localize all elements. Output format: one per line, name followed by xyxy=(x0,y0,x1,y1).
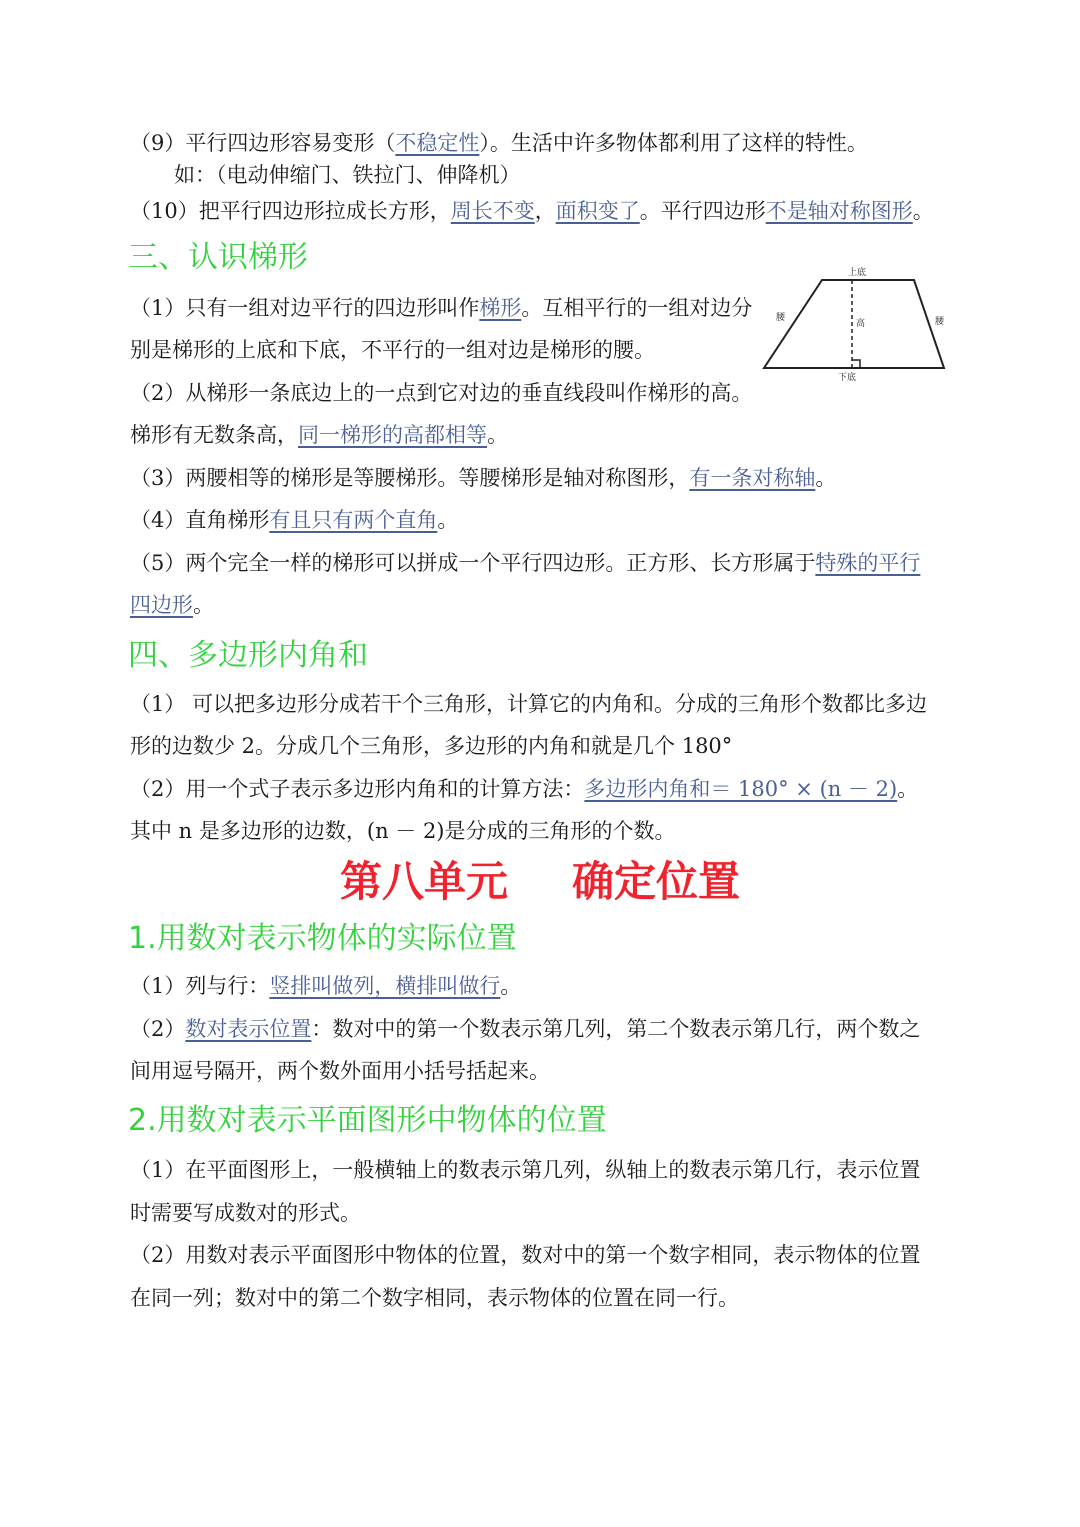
text: 。 xyxy=(815,466,837,490)
answer-underline: 周长不变 xyxy=(450,199,535,223)
text: （5）两个完全一样的梯形可以拼成一个平行四边形。正方形、长方形属于 xyxy=(130,551,816,575)
text: （3）两腰相等的梯形是等腰梯形。等腰梯形是轴对称图形， xyxy=(130,466,690,490)
text: ， xyxy=(534,199,556,223)
section-heading-number-pair-plane: 2.用数对表示平面图形中物体的位置 xyxy=(128,1103,607,1138)
answer-underline: 同一梯形的高都相等 xyxy=(298,423,487,447)
answer-underline: 四边形 xyxy=(130,593,193,617)
text: 。互相平行的一组对边分 xyxy=(521,296,753,320)
plane-point-1-cont: 时需要写成数对的形式。 xyxy=(130,1201,361,1225)
section-heading-number-pair-actual: 1.用数对表示物体的实际位置 xyxy=(128,921,517,956)
formula-underline: 多边形内角和＝ 180° × (n － 2) xyxy=(584,777,898,801)
answer-underline: 面积变了 xyxy=(555,199,640,223)
answer-underline: 不是轴对称图形 xyxy=(765,199,913,223)
label-leg-left: 腰 xyxy=(776,313,786,323)
text: 。 xyxy=(897,777,919,801)
number-pair-point-2 xyxy=(130,1014,960,1044)
text: 。 xyxy=(912,199,934,223)
answer-underline: 特殊的平行 xyxy=(815,551,921,575)
label-leg-right: 腰 xyxy=(935,317,945,327)
text: 。 xyxy=(193,593,214,617)
trapezoid-point-5 xyxy=(130,548,960,578)
text: （1）列与行： xyxy=(130,974,270,998)
answer-underline: 有且只有两个直角 xyxy=(269,508,438,532)
section-heading-polygon-angles: 四、多边形内角和 xyxy=(128,638,368,673)
trapezoid-point-5-cont xyxy=(130,590,960,620)
text: 。 xyxy=(487,423,508,447)
label-bottom-base: 下底 xyxy=(838,373,857,383)
polygon-point-1: （1） 可以把多边形分成若干个三角形，计算它的内角和。分成的三角形个数都比多边 xyxy=(130,692,928,716)
label-top-base: 上底 xyxy=(848,268,867,278)
text: 。 xyxy=(500,974,522,998)
right-angle-mark xyxy=(852,360,860,368)
polygon-point-2 xyxy=(130,774,960,804)
trapezoid-diagram xyxy=(760,264,950,384)
text: （2）用一个式子表示多边形内角和的计算方法： xyxy=(130,777,585,801)
answer-underline: 竖排叫做列，横排叫做行 xyxy=(269,974,501,998)
text: 梯形有无数条高， xyxy=(130,423,298,447)
answer-underline: 不稳定性 xyxy=(395,131,480,155)
plane-point-2: （2）用数对表示平面图形中物体的位置，数对中的第一个数字相同，表示物体的位置 xyxy=(130,1243,921,1267)
trapezoid-point-3 xyxy=(130,463,960,493)
text: （1）只有一组对边平行的四边形叫作 xyxy=(130,296,480,320)
parallelogram-point-9 xyxy=(130,128,960,158)
polygon-point-1-cont: 形的边数少 2。分成几个三角形，多边形的内角和就是几个 180° xyxy=(130,734,733,758)
text: （2） xyxy=(130,1017,186,1041)
trapezoid-shape xyxy=(764,280,944,368)
trapezoid-point-2: （2）从梯形一条底边上的一点到它对边的垂直线段叫作梯形的高。 xyxy=(130,381,753,405)
number-pair-point-2-cont: 间用逗号隔开，两个数外面用小括号括起来。 xyxy=(130,1059,550,1083)
plane-point-1: （1）在平面图形上，一般横轴上的数表示第几列，纵轴上的数表示第几行，表示位置 xyxy=(130,1158,921,1182)
unit-topic: 确定位置 xyxy=(572,857,741,906)
label-height: 高 xyxy=(856,319,866,329)
parallelogram-point-10 xyxy=(130,196,960,226)
unit-number: 第八单元 xyxy=(339,857,508,906)
text: （4）直角梯形 xyxy=(130,508,270,532)
section-heading-trapezoid: 三、认识梯形 xyxy=(128,240,308,275)
text: （10）把平行四边形拉成长方形， xyxy=(130,199,451,223)
text: ）。生活中许多物体都利用了这样的特性。 xyxy=(479,131,868,155)
unit-title xyxy=(0,856,1080,908)
trapezoid-point-2-cont xyxy=(130,420,960,450)
trapezoid-point-1 xyxy=(130,293,770,323)
trapezoid-point-4 xyxy=(130,505,960,535)
text: 。 xyxy=(437,508,459,532)
polygon-point-2-cont: 其中 n 是多边形的边数，(n － 2)是分成的三角形的个数。 xyxy=(130,819,676,843)
text: 。平行四边形 xyxy=(639,199,766,223)
text: （9）平行四边形容易变形（ xyxy=(130,131,396,155)
trapezoid-point-1-cont: 别是梯形的上底和下底，不平行的一组对边是梯形的腰。 xyxy=(130,338,655,362)
answer-underline: 数对表示位置 xyxy=(185,1017,312,1041)
answer-underline: 梯形 xyxy=(479,296,522,320)
text: ：数对中的第一个数表示第几列，第二个数表示第几行，两个数之 xyxy=(311,1017,921,1041)
parallelogram-example: 如：（电动伸缩门、铁拉门、伸降机） xyxy=(174,163,521,187)
number-pair-point-1 xyxy=(130,971,960,1001)
plane-point-2-cont: 在同一列；数对中的第二个数字相同，表示物体的位置在同一行。 xyxy=(130,1286,739,1310)
answer-underline: 有一条对称轴 xyxy=(689,466,816,490)
